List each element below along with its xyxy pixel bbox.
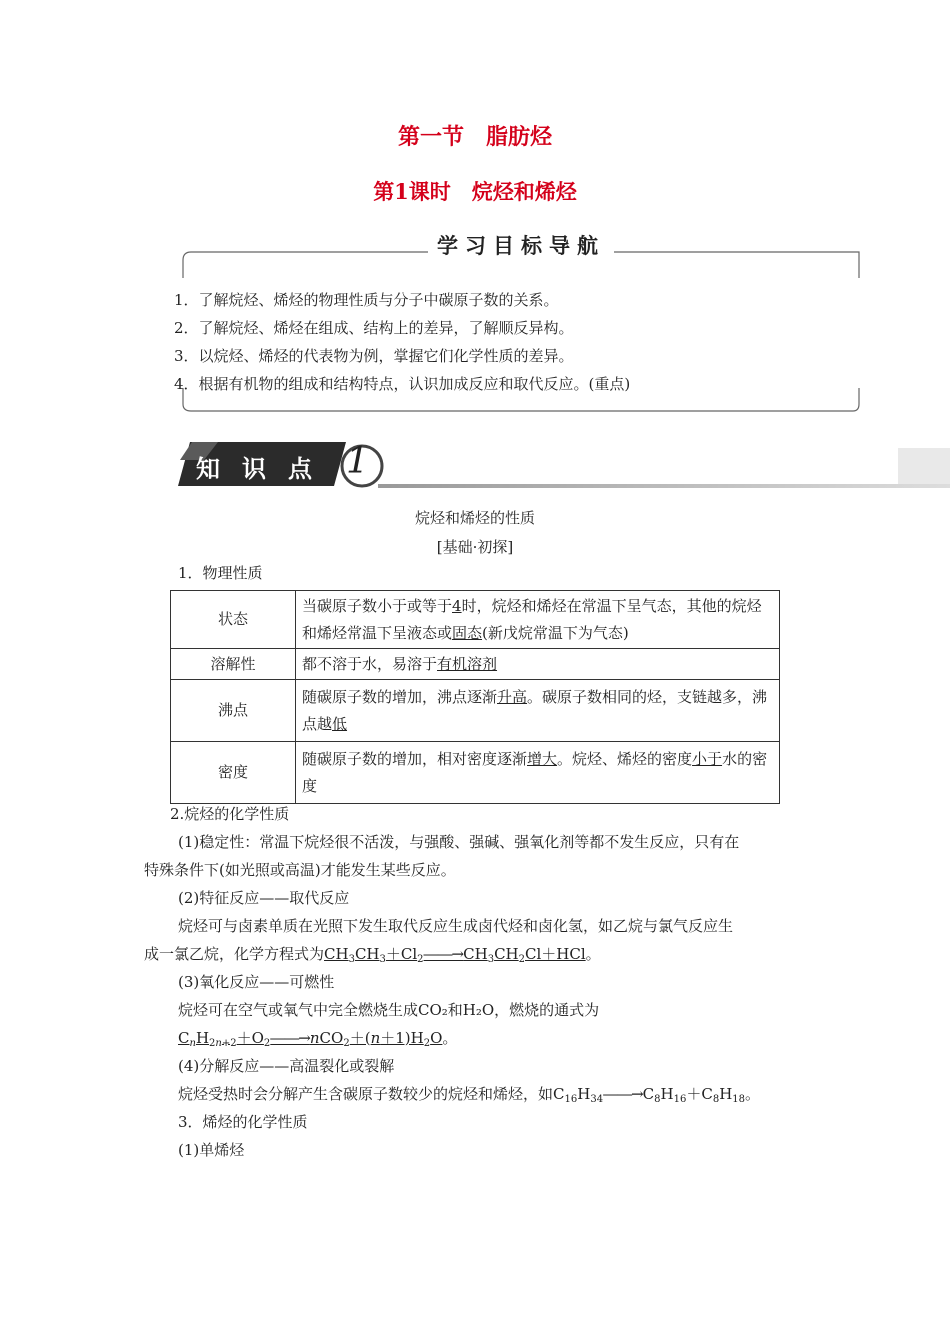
oxidation-text: 烷烃可在空气或氧气中完全燃烧生成CO₂和H₂O，燃烧的通式为 <box>178 1001 600 1019</box>
lesson-title: 第1课时 烷烃和烯烃 <box>373 179 577 204</box>
alkene-chem-heading: 3．烯烃的化学性质 <box>178 1113 308 1131</box>
table-row <box>171 591 780 649</box>
section-title: 第一节 脂肪烃 <box>397 124 552 150</box>
goal-item: 3．以烷烃、烯烃的代表物为例，掌握它们化学性质的差异。 <box>174 347 574 365</box>
table-value: 当碳原子数小于或等于4时，烷烃和烯烃在常温下呈气态，其他的烷烃和烯烃常温下呈液态或固态(新戊烷常温下为气态) <box>296 591 780 649</box>
goals-list <box>174 286 630 398</box>
ethane-chlorination-equation: $CH_3CH_3+Cl_2――\to CH_3CH_2Cl+HCl$ <box>324 945 586 965</box>
oxidation-heading: (3)氧化反应——可燃性 <box>178 973 335 991</box>
table-key: 溶解性 <box>171 649 296 680</box>
goal-item: 2．了解烷烃、烯烃在组成、结构上的差异，了解顺反异构。 <box>174 319 574 337</box>
goal-item: 4．根据有机物的组成和结构特点，认识加成反应和取代反应。(重点) <box>174 375 631 393</box>
table-key: 密度 <box>171 742 296 804</box>
goals-title: 学习目标导航 <box>428 230 614 260</box>
table-row <box>171 742 780 804</box>
topic-level: [基础·初探] <box>436 538 514 556</box>
goal-item: 1．了解烷烃、烯烃的物理性质与分子中碳原子数的关系。 <box>174 291 559 309</box>
physical-properties-table <box>170 590 780 804</box>
table-key: 沸点 <box>171 680 296 742</box>
table-value: 都不溶于水，易溶于有机溶剂 <box>296 649 780 680</box>
alkane-chem-heading: 2.烷烃的化学性质 <box>170 805 290 823</box>
table-row <box>171 649 780 680</box>
table-key: 状态 <box>171 591 296 649</box>
knowledge-point-label: 知识点 <box>196 455 334 483</box>
stability-text: (1)稳定性：常温下烷烃很不活泼，与强酸、强碱、强氧化剂等都不发生反应，只有在 <box>178 833 740 851</box>
physical-heading: 1．物理性质 <box>178 564 263 582</box>
substitution-heading: (2)特征反应——取代反应 <box>178 889 350 907</box>
table-row <box>171 680 780 742</box>
decomposition-text: 烷烃受热时会分解产生含碳原子数较少的烷烃和烯烃，如$C_{16}H_{34}――\to C_8H_{16}+C_8H_{18}$。 <box>178 1085 761 1105</box>
combustion-equation: $C_nH_{2n+2}+O_2――\to nCO_2+(n+1)H_2O$。 <box>178 1029 458 1049</box>
table-value: 随碳原子数的增加，相对密度逐渐增大。烷烃、烯烃的密度小于水的密度 <box>296 742 780 804</box>
substitution-text: 烷烃可与卤素单质在光照下发生取代反应生成卤代烃和卤化氢，如乙烷与氯气反应生 <box>178 917 734 935</box>
knowledge-point-number: 1 <box>346 441 369 482</box>
substitution-text-cont: 成一氯乙烷，化学方程式为$CH_3CH_3+Cl_2――\to CH_3CH_2Cl+HCl$。 <box>144 945 601 965</box>
stability-text-cont: 特殊条件下(如光照或高温)才能发生某些反应。 <box>144 861 456 879</box>
mono-alkene-heading: (1)单烯烃 <box>178 1141 245 1159</box>
table-value: 随碳原子数的增加，沸点逐渐升高。碳原子数相同的烃，支链越多，沸点越低 <box>296 680 780 742</box>
decomposition-heading: (4)分解反应——高温裂化或裂解 <box>178 1057 395 1075</box>
topic-title: 烷烃和烯烃的性质 <box>414 509 535 527</box>
